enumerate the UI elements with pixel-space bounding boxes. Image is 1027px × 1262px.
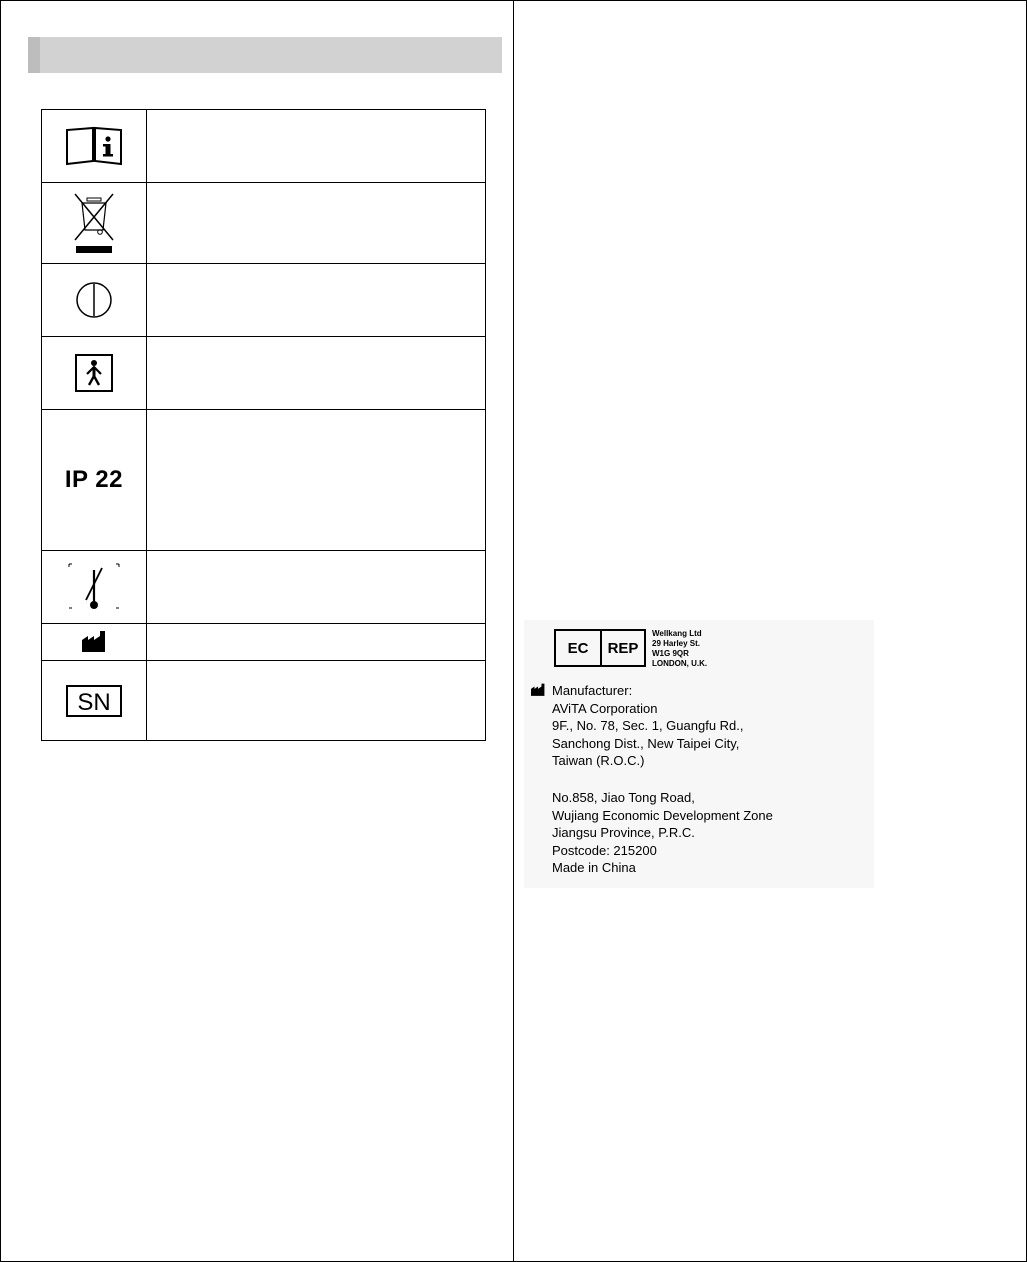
symbol-description [146, 551, 485, 624]
power-off-symbol-icon [73, 279, 115, 321]
factory-address [552, 789, 773, 877]
symbol-cell [42, 661, 147, 741]
symbol-cell [42, 410, 147, 551]
table-row [42, 183, 486, 264]
address-line: 29 Harley St. [652, 639, 701, 648]
factory-line: No.858, Jiao Tong Road, [552, 790, 695, 805]
factory-line: Postcode: 215200 [552, 842, 657, 858]
symbol-description [146, 110, 485, 183]
manufacturer-address [552, 682, 744, 770]
manufacturer-line: Manufacturer: [552, 683, 633, 698]
column-divider [513, 0, 514, 1262]
device-label [524, 620, 874, 888]
symbol-description [146, 661, 485, 741]
address-line: LONDON, U.K. [652, 659, 708, 668]
table-row [42, 624, 486, 661]
symbol-cell [42, 183, 147, 264]
serial-number-label: SN [77, 688, 111, 716]
symbols-table [41, 109, 486, 741]
symbol-description [146, 183, 485, 264]
table-row [42, 410, 486, 551]
manufacturer-line: AViTA Corporation [552, 700, 658, 716]
symbol-description [146, 624, 485, 661]
factory-line: Made in China [552, 860, 636, 875]
symbol-cell [42, 624, 147, 661]
serial-number-icon [65, 684, 123, 718]
section-header-bar [28, 37, 502, 73]
manufacturer-factory-icon [529, 683, 547, 697]
table-row [42, 110, 486, 183]
instruction-manual-icon [63, 124, 125, 168]
weee-crossed-bin-icon [69, 190, 119, 256]
header-bar-stripe [28, 37, 40, 73]
manufacturer-line: 9F., No. 78, Sec. 1, Guangfu Rd., [552, 718, 744, 733]
symbol-description [146, 264, 485, 337]
ec-label: EC [556, 631, 602, 665]
table-row [42, 661, 486, 741]
table-row [42, 264, 486, 337]
rep-label: REP [607, 639, 639, 657]
table-row [42, 551, 486, 624]
symbol-cell [42, 264, 147, 337]
factory-line: Jiangsu Province, P.R.C. [552, 825, 695, 840]
manufacturer-line: Taiwan (R.O.C.) [552, 753, 645, 768]
temperature-limit-icon [68, 560, 120, 614]
symbol-cell [42, 337, 147, 410]
manufacturer-line: Sanchong Dist., New Taipei City, [552, 735, 740, 751]
factory-line: Wujiang Economic Development Zone [552, 807, 773, 823]
type-bf-applied-part-icon [73, 352, 115, 394]
ec-rep-box [554, 629, 646, 667]
table-row [42, 337, 486, 410]
address-line: W1G 9QR [652, 649, 689, 658]
address-line: Wellkang Ltd [652, 629, 702, 638]
symbol-description [146, 337, 485, 410]
symbol-cell [42, 110, 147, 183]
ec-rep-address [652, 629, 707, 669]
ip-rating-text: IP 22 [64, 466, 123, 493]
manufacturer-factory-icon [80, 630, 108, 654]
symbol-cell [42, 551, 147, 624]
symbol-description [146, 410, 485, 551]
